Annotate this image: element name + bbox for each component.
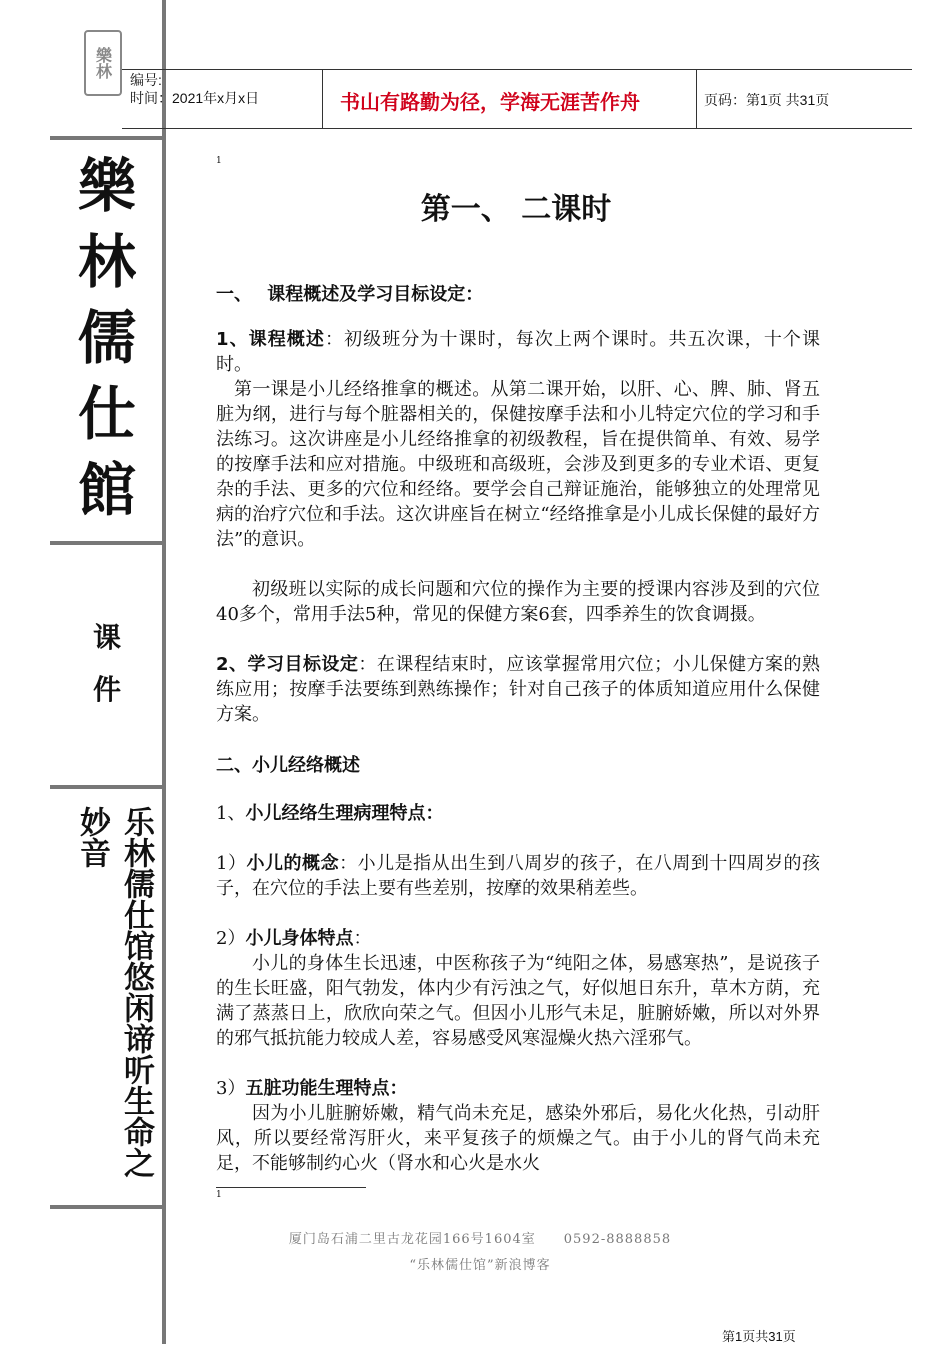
item-2-prefix: 2） (216, 928, 246, 949)
slogan-char: 生 (118, 1085, 154, 1116)
sidebar-slogan (62, 806, 158, 1196)
sidebar-mid-rule (50, 541, 164, 545)
calligraphy-char: 樂 (77, 152, 136, 220)
slogan-char: 林 (118, 837, 154, 868)
item-organ-traits-heading (216, 1076, 820, 1101)
goals-text: ：在课程结束时，应该掌握常用穴位；小儿保健方案的熟练应用；按摩手法要练到熟练操作；针对自己孩子的体质知道应用什么保健方案。 (216, 654, 821, 725)
seal-text: 樂林 (93, 47, 113, 79)
footnote-mark: 1 (216, 156, 222, 166)
section-2-heading: 二、小儿经络概述 (216, 755, 360, 776)
calligraphy-char: 館 (77, 456, 136, 524)
overview-text: ：初级班分为十课时，每次上两个课时。共五次课，十个课时。 (216, 329, 821, 375)
item-2-label: 小儿身体特点 (245, 928, 354, 949)
courseware-char: 件 (92, 673, 121, 706)
slogan-char: 闲 (118, 992, 154, 1023)
paragraph-overview (216, 327, 820, 377)
page-title: 第一、 二课时 (420, 192, 612, 227)
sidebar-right-rule (162, 0, 166, 1344)
header-number: 编号: (130, 72, 162, 88)
section-1-heading: 一、 课程概述及学习目标设定： (216, 284, 484, 305)
slogan-char: 妙 (74, 806, 110, 837)
item-1-text: ：小儿是指从出生到八周岁的孩子，在八周到十四周岁的孩子，在穴位的手法上要有些差别，按摩的效果稍差些。 (216, 853, 821, 899)
subsection-1-prefix: 1、 (216, 803, 246, 824)
item-1-prefix: 1） (216, 853, 247, 874)
subsection-1-heading (216, 801, 820, 826)
footnote-number: 1 (216, 1190, 222, 1200)
header-page-number: 页码：第1页 共31页 (704, 92, 830, 108)
footnote-rule (216, 1187, 366, 1188)
paragraph-beginner-class: 初级班以实际的成长问题和穴位的操作为主要的授课内容涉及到的穴位40多个，常用手法5种，常见的保健方案6套，四季养生的饮食调摄。 (216, 579, 820, 625)
paragraph-goals (216, 652, 820, 727)
item-1-label: 小儿的概念 (246, 853, 340, 874)
slogan-char: 音 (74, 837, 110, 868)
header-divider-2 (696, 69, 697, 129)
sidebar-mid-rule-2 (50, 785, 164, 789)
overview-label: 1、课程概述 (216, 329, 326, 350)
seal-logo (84, 30, 122, 96)
header-bottom-rule (122, 128, 912, 129)
slogan-char: 馆 (118, 930, 154, 961)
courseware-char: 课 (92, 621, 121, 654)
calligraphy-char: 儒 (77, 304, 136, 372)
slogan-char: 之 (118, 1147, 154, 1178)
header-top-rule (122, 69, 912, 70)
goals-label: 2、学习目标设定 (216, 654, 359, 675)
slogan-char: 命 (118, 1116, 154, 1147)
calligraphy-char: 林 (77, 228, 136, 296)
subsection-1-title: 小儿经络生理病理特点： (245, 803, 444, 824)
footer-page-number: 第1页共31页 (722, 1329, 796, 1344)
sidebar-courseware (58, 612, 156, 716)
header-divider-1 (322, 69, 323, 129)
sidebar-calligraphy (58, 148, 156, 528)
slogan-char: 儒 (118, 868, 154, 899)
item-body-traits-heading (216, 926, 820, 951)
calligraphy-char: 仕 (77, 380, 136, 448)
slogan-char: 悠 (118, 961, 154, 992)
item-body-traits-text: 小儿的身体生长迅速，中医称孩子为“纯阳之体，易感寒热”，是说孩子的生长旺盛，阳气勃发，体内少有污浊之气，好似旭日东升，草木方荫，充满了蒸蒸日上，欣欣向荣之气。但因小儿形气未足，脏腑娇嫩，所以对外界的邪气抵抗能力较成人差，容易感受风寒湿燥火热六淫邪气。 (216, 953, 820, 1049)
header-time: 时间：2021年x月x日 (130, 90, 260, 106)
header-motto: 书山有路勤为径，学海无涯苦作舟 (340, 90, 640, 114)
item-3-prefix: 3） (216, 1078, 246, 1099)
slogan-char: 听 (118, 1054, 154, 1085)
slogan-char: 仕 (118, 899, 154, 930)
footer-blog: “乐林儒仕馆”新浪博客 (409, 1258, 551, 1273)
sidebar-top-rule (50, 136, 164, 140)
slogan-char: 乐 (118, 806, 154, 837)
item-child-concept (216, 851, 820, 901)
slogan-char: 谛 (118, 1023, 154, 1054)
paragraph-lesson-one: 第一课是小儿经络推拿的概述。从第二课开始，以肝、心、脾、肺、肾五脏为纲，进行与每个脏器相关的，保健按摩手法和小儿特定穴位的学习和手法练习。这次讲座是小儿经络推拿的初级教程，旨在提供简单、有效、易学的按摩手法和应对措施。中级班和高级班，会涉及到更多的专业术语、更复杂的手法、更多的穴位和经络。要学会自己辩证施治，能够独立的处理常见病的治疗穴位和手法。这次讲座旨在树立“经络推拿是小儿成长保健的最好方法”的意识。 (216, 379, 820, 550)
sidebar-bottom-rule (50, 1205, 164, 1209)
item-organ-traits-text: 因为小儿脏腑娇嫩，精气尚未充足，感染外邪后，易化火化热，引动肝风，所以要经常泻肝火，来平复孩子的烦燥之气。由于小儿的肾气尚未充足，不能够制约心火（肾水和心火是水火 (216, 1103, 820, 1174)
item-3-label: 五脏功能生理特点： (245, 1078, 408, 1099)
item-2-colon: ： (353, 928, 372, 949)
footer-address: 厦门岛石浦二里古龙花园166号1604室 0592-8888858 (288, 1232, 672, 1247)
